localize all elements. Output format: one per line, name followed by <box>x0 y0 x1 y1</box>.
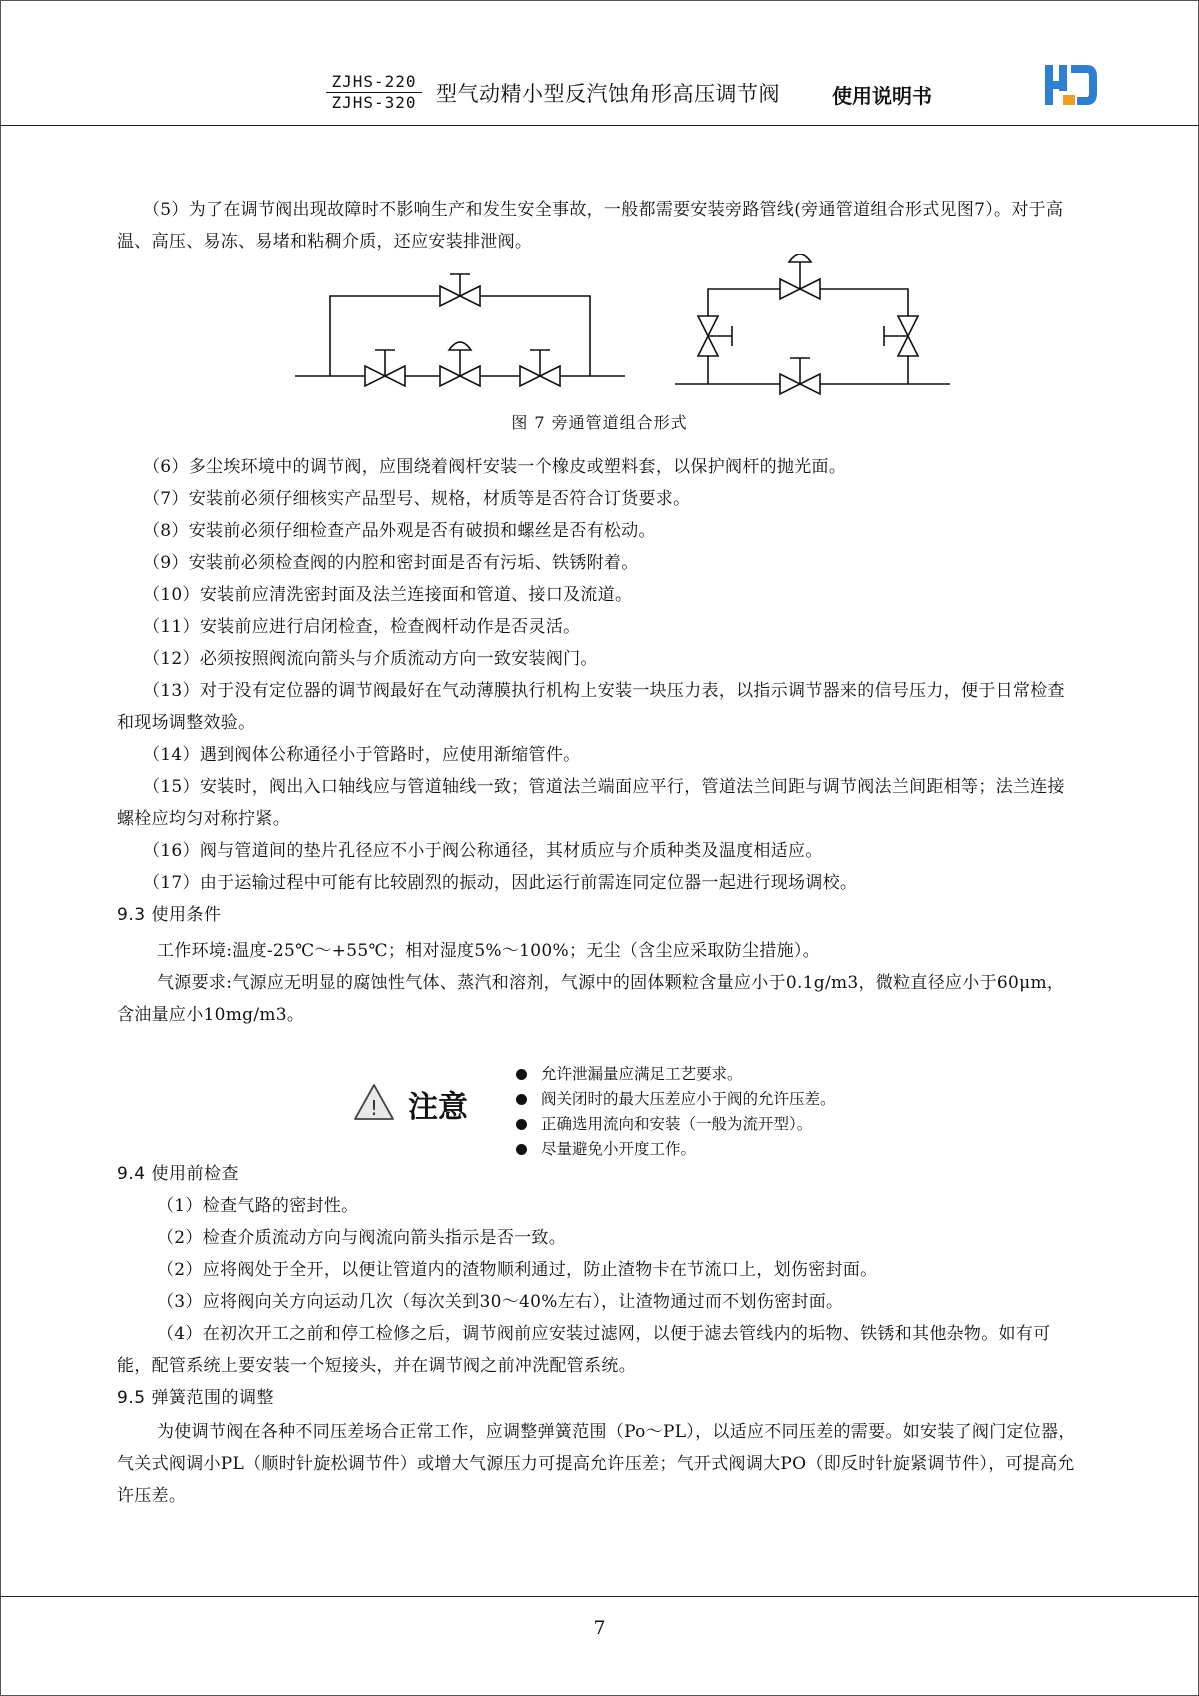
caution-label: 注意 <box>408 1090 468 1125</box>
svg-text:!: ! <box>369 1096 379 1120</box>
header-rule <box>0 125 1199 126</box>
list-item: （12）必须按照阀流向箭头与介质流动方向一致安装阀门。 <box>143 649 598 669</box>
list-item: （3）应将阀向关方向运动几次（每次关到30～40%左右），让渣物通过而不划伤密封面。 <box>157 1292 844 1312</box>
list-item: （9）安装前必须检查阀的内腔和密封面是否有污垢、铁锈附着。 <box>143 553 639 573</box>
list-item: （2）应将阀处于全开，以便让管道内的渣物顺利通过，防止渣物卡在节流口上，划伤密封面。 <box>157 1260 878 1280</box>
list-item: （6）多尘埃环境中的调节阀，应围绕着阀杆安装一个橡皮或塑料套，以保护阀杆的抛光面。 <box>143 457 847 477</box>
header-title: 型气动精小型反汽蚀角形高压调节阀 <box>436 82 780 106</box>
list-item: （16）阀与管道间的垫片孔径应不小于阀公称通径，其材质应与介质种类及温度相适应。 <box>143 841 823 861</box>
list-item: （10）安装前应清洗密封面及法兰连接面和管道、接口及流道。 <box>143 585 633 605</box>
section-title-9-3: 9.3 使用条件 <box>117 905 222 925</box>
header-model <box>326 72 422 113</box>
work-environment: 工作环境:温度-25℃～+55℃；相对湿度5%～100%；无尘（含尘应采取防尘措施）。 <box>157 941 820 961</box>
list-item: （2）检查介质流动方向与阀流向箭头指示是否一致。 <box>157 1228 567 1248</box>
para-5: （5）为了在调节阀出现故障时不影响生产和发生安全事故，一般都需要安装旁路管线(旁通管道组合形式见图7）。对于高温、高压、易冻、易堵和粘稠介质，还应安装排泄阀。 <box>117 200 1064 252</box>
caution-item: 尽量避免小开度工作。 <box>513 1137 836 1162</box>
air-source-requirement: 气源要求:气源应无明显的腐蚀性气体、蒸汽和溶剂，气源中的固体颗粒含量应小于0.1g/m3，微粒直径应小于60μm，含油量应小10mg/m3。 <box>117 973 1065 1025</box>
list-item: （7）安装前必须仔细核实产品型号、规格，材质等是否符合订货要求。 <box>143 489 691 509</box>
section-title-9-5: 9.5 弹簧范围的调整 <box>117 1388 274 1408</box>
figure-caption: 图 7 旁通管道组合形式 <box>511 413 688 432</box>
caution-list <box>513 1062 836 1162</box>
list-item: （4）在初次开工之前和停工检修之后，调节阀前应安装过滤网，以便于滤去管线内的垢物、铁锈和其他杂物。如有可能，配管系统上要安装一个短接头，并在调节阀之前冲洗配管系统。 <box>117 1324 1051 1376</box>
list-item: （11）安装前应进行启闭检查，检查阀杆动作是否灵活。 <box>143 617 581 637</box>
list-item: （1）检查气路的密封性。 <box>157 1196 359 1216</box>
company-logo <box>1043 63 1099 107</box>
caution-item: 允许泄漏量应满足工艺要求。 <box>513 1062 836 1087</box>
list-item: （15）安装时，阀出入口轴线应与管道轴线一致；管道法兰端面应平行，管道法兰间距与调节阀法兰间距相等；法兰连接螺栓应均匀对称拧紧。 <box>117 777 1065 829</box>
list-item: （13）对于没有定位器的调节阀最好在气动薄膜执行机构上安装一块压力表，以指示调节器来的信号压力，便于日常检查和现场调整效验。 <box>117 681 1065 733</box>
page-number: 7 <box>593 1617 606 1639</box>
model-top: ZJHS-220 <box>326 72 422 93</box>
warning-icon <box>352 1082 396 1122</box>
list-item: （14）遇到阀体公称通径小于管路时，应使用渐缩管件。 <box>143 745 581 765</box>
spring-range-text: 为使调节阀在各种不同压差场合正常工作，应调整弹簧范围（Po～PL），以适应不同压差的需要。如安装了阀门定位器，气关式阀调小PL（顺时针旋松调节件）或增大气源压力可提高允许压差；气开式阀调大PO（即反时针旋紧调节件），可提高允许压差。 <box>117 1422 1076 1506</box>
list-item: （17）由于运输过程中可能有比较剧烈的振动，因此运行前需连同定位器一起进行现场调校。 <box>143 873 858 893</box>
list-item: （8）安装前必须仔细检查产品外观是否有破损和螺丝是否有松动。 <box>143 521 656 541</box>
bypass-diagram <box>290 254 960 404</box>
header-manual: 使用说明书 <box>832 84 932 108</box>
footer-rule <box>0 1596 1199 1597</box>
model-bottom: ZJHS-320 <box>331 93 417 112</box>
caution-item: 阀关闭时的最大压差应小于阀的允许压差。 <box>513 1087 836 1112</box>
caution-item: 正确选用流向和安装（一般为流开型）。 <box>513 1112 836 1137</box>
section-title-9-4: 9.4 使用前检查 <box>117 1164 239 1184</box>
